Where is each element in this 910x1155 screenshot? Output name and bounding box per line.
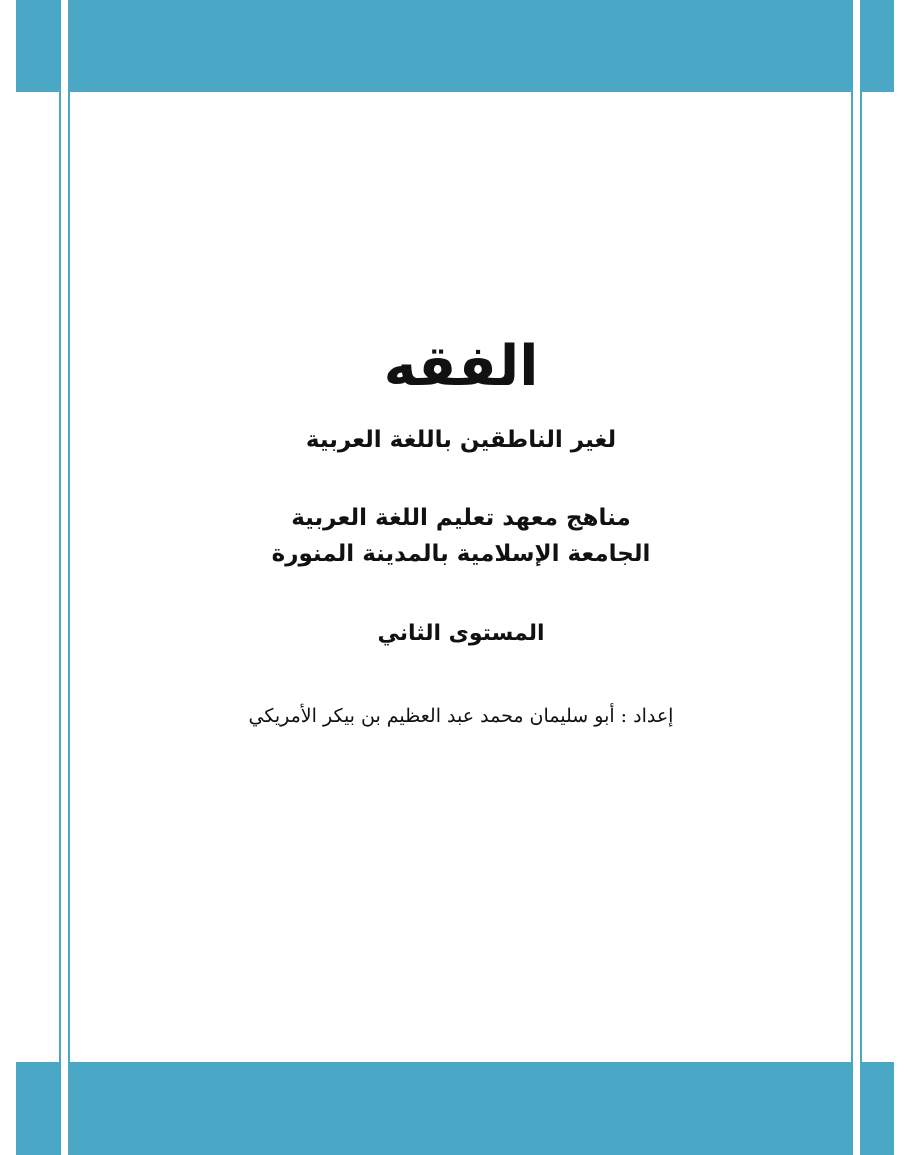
right-border-line: [851, 0, 862, 1155]
bottom-decorative-band: [16, 1062, 894, 1155]
author-credit: إعداد : أبو سليمان محمد عبد العظيم بن بيكر الأمريكي: [248, 705, 674, 727]
top-decorative-band: [16, 0, 894, 92]
curriculum-line-institute: مناهج معهد تعليم اللغة العربية: [291, 505, 631, 531]
level-label: المستوى الثاني: [377, 621, 545, 646]
curriculum-block: [72, 500, 850, 572]
cover-page: [72, 92, 850, 1062]
curriculum-line-university: الجامعة الإسلامية بالمدينة المنورة: [271, 541, 651, 567]
left-border-line: [59, 0, 70, 1155]
book-title: الفقه: [383, 334, 539, 399]
book-subtitle: لغير الناطقين باللغة العربية: [305, 427, 617, 453]
